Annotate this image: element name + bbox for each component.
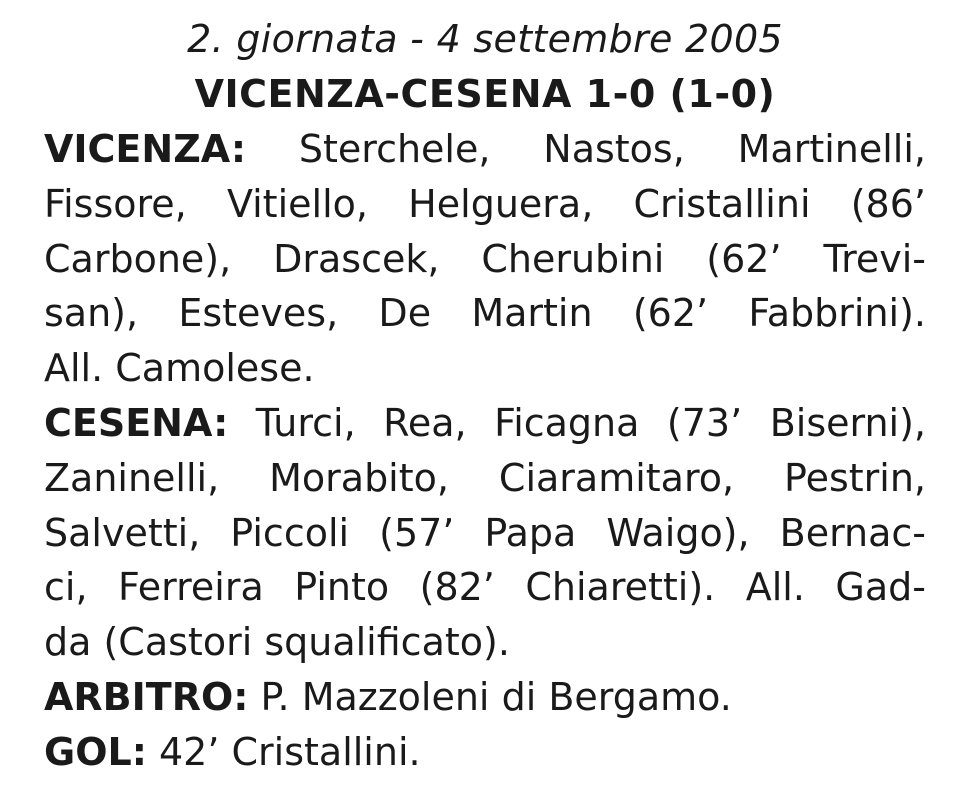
team-label-vicenza: VICENZA: [44,127,247,171]
team-label-cesena: CESENA: [44,400,229,445]
goals-line [44,725,926,780]
vicenza-lineup [44,122,926,396]
matchday-heading: 2. giornata - 4 settembre 2005 [187,17,783,61]
lineup-line: Fissore, Vitiello, Helguera, Cristallini (86’ [44,181,926,226]
lineup-line: Salvetti, Piccoli (57’ Papa Waigo), Bernac- [44,510,926,555]
lineup-line: san), Esteves, De Martin (62’ Fabbrini). [44,291,926,336]
lineup-line: Carbone), Drascek, Cherubini (62’ Trevi- [44,236,926,281]
lineup-line [44,122,926,177]
referee-label: ARBITRO: [44,674,249,719]
lineup-line: ci, Ferreira Pinto (82’ Chiaretti). All. Gad- [44,565,926,610]
referee-text: P. Mazzoleni di Bergamo. [248,674,732,719]
lineup-line: Zaninelli, Morabito, Ciaramitaro, Pestrin, [44,455,926,500]
cesena-lineup [44,396,926,670]
goals-label: GOL: [44,729,147,774]
referee-line [44,670,926,725]
lineup-line [44,396,926,451]
lineup-line: All. Camolese. [44,346,315,391]
match-report [44,12,926,780]
lineup-text: Turci, Rea, Ficagna (73’ Biserni), [228,400,926,445]
lineup-text: Sterchele, Nastos, Martinelli, [246,127,926,171]
lineup-line: da (Castori squalificato). [44,620,510,665]
goals-text: 42’ Cristallini. [146,729,421,774]
match-result-title: VICENZA-CESENA 1-0 (1-0) [194,72,776,116]
